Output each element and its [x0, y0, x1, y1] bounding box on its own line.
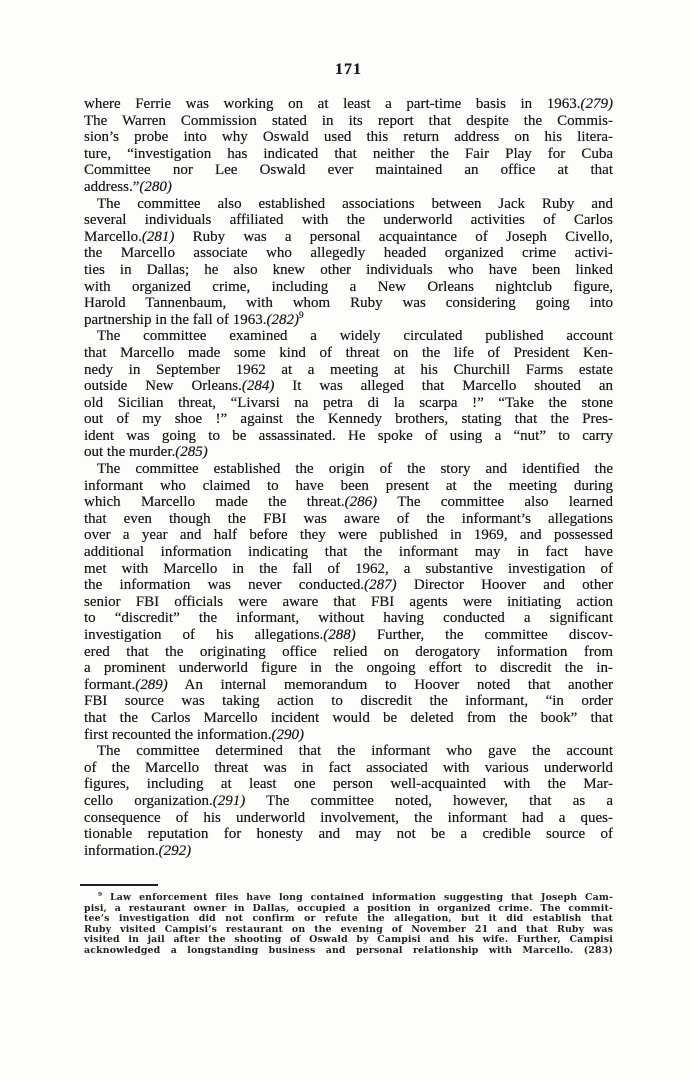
text-line: formant.(289) An internal memorandum to Hoover noted that another: [84, 676, 613, 693]
text-line: information.(292): [84, 842, 192, 859]
text-line: outside New Orleans.(284) It was alleged that Marcello shouted an: [84, 378, 613, 395]
text-line: informant who claimed to have been present at the meeting during: [84, 477, 613, 494]
text-line: acknowledged a longstanding business and personal relationship with Marcello. (283): [84, 944, 613, 956]
text-line: out of my shoe !” against the Kennedy brothers, stating that the Pres-: [84, 411, 613, 428]
text-line: where Ferrie was working on at least a part-time basis in 1963.(279): [84, 96, 613, 112]
text-line: the information was never conducted.(287) Director Hoover and other: [84, 577, 614, 594]
text-line: ered that the originating office relied on derogatory information from: [84, 643, 613, 660]
text-line: with organized crime, including a New Orleans nightclub figure,: [84, 278, 613, 295]
text-line: that even though the FBI was aware of the informant’s allegations: [84, 510, 613, 527]
text-line: ture, “investigation has indicated that neither the Fair Play for Cuba: [84, 145, 613, 162]
text-line: ties in Dallas; he also knew other individuals who have been linked: [84, 261, 613, 278]
text-line: additional information indicating that the informant may in fact have: [84, 544, 613, 561]
text-line: a prominent underworld figure in the ongoing effort to discredit the in-: [84, 660, 613, 677]
text-line: met with Marcello in the fall of 1962, a substantive investigation of: [84, 560, 613, 577]
text-line: which Marcello made the threat.(286) The committee also learned: [84, 494, 613, 511]
text-line: Marcello.(281) Ruby was a personal acquaintance of Joseph Civello,: [84, 228, 613, 245]
text-line: visited in jail after the shooting of Oswald by Campisi and his wife. Further, Campisi: [84, 934, 613, 946]
text-line: The committee also established associations between Jack Ruby and: [97, 195, 613, 212]
text-line: partnership in the fall of $1963.(282)^9$: [84, 310, 304, 328]
text-line: pisi, a restaurant owner in Dallas, occupied a position in organized crime. The commit-: [84, 902, 613, 914]
page-number: 171: [335, 61, 362, 78]
text-line: senior FBI officials were aware that FBI agents were initiating action: [84, 593, 613, 610]
text-line: investigation of his allegations.(288) Further, the committee discov-: [84, 627, 613, 643]
text-line: old Sicilian threat, “Livarsi na petra di la scarpa !” “Take the stone: [84, 394, 613, 411]
text-line: the Marcello associate who allegedly headed organized crime activi-: [84, 245, 613, 262]
footnote-separator-rule: [80, 884, 158, 886]
text-line: that the Carlos Marcello incident would be deleted from the book” that: [84, 709, 613, 726]
text-line: several individuals affiliated with the underworld activities of Carlos: [84, 212, 613, 229]
text-line: consequence of his underworld involvement, the informant had a ques-: [84, 809, 613, 826]
text-line: figures, including at least one person well-acquainted with the Mar-: [84, 776, 613, 793]
text-line: ident was going to be assassinated. He spoke of using a “nut” to carry: [84, 427, 613, 444]
text-line: over a year and half before they were published in 1969, and possessed: [84, 527, 613, 544]
text-line: cello organization.(291) The committee noted, however, that as a: [84, 792, 613, 809]
text-line: tee’s investigation did not confirm or refute the allegation, but it did establish that: [84, 913, 613, 925]
text-line: The committee determined that the informant who gave the account: [97, 743, 613, 760]
text-line: sion’s probe into why Oswald used this return address on his litera-: [84, 129, 613, 146]
paragraph: [84, 328, 613, 461]
paragraph: [84, 96, 613, 196]
text-line: address.”(280): [84, 178, 172, 195]
text-line: Ruby visited Campisi’s restaurant on the evening of November 21 and that Ruby was: [84, 923, 613, 935]
text-line: Committee nor Lee Oswald ever maintained an office at that: [84, 162, 613, 179]
text-line: FBI source was taking action to discredit the informant, “in order: [84, 693, 613, 710]
text-line: out the murder.(285): [84, 444, 208, 461]
text-line: of the Marcello threat was in fact associated with various underworld: [84, 759, 613, 776]
text-line: first recounted the information.(290): [84, 726, 304, 743]
text-line: to “discredit” the informant, without having conducted a significant: [84, 610, 613, 627]
body-text: [84, 96, 613, 859]
text-line: The committee established the origin of the story and identified the: [97, 461, 613, 478]
text-line: tionable reputation for honesty and may not be a credible source of: [84, 826, 613, 843]
paragraph: [84, 743, 613, 859]
text-line: The committee examined a widely circulated published account: [97, 328, 613, 345]
text-line: that Marcello made some kind of threat on the life of President Ken-: [84, 344, 613, 361]
text-line: nedy in September 1962 at a meeting at his Churchill Farms estate: [84, 361, 613, 378]
text-line: The Warren Commission stated in its report that despite the Commis-: [84, 112, 613, 129]
footnote: [84, 893, 613, 957]
text-line: $^9$ Law enforcement files have long contained information suggesting that Joseph Cam-: [98, 891, 613, 903]
text-line: Harold Tannenbaum, with whom Ruby was considering going into: [84, 295, 613, 312]
paragraph: [84, 461, 613, 743]
paragraph: [84, 196, 613, 329]
